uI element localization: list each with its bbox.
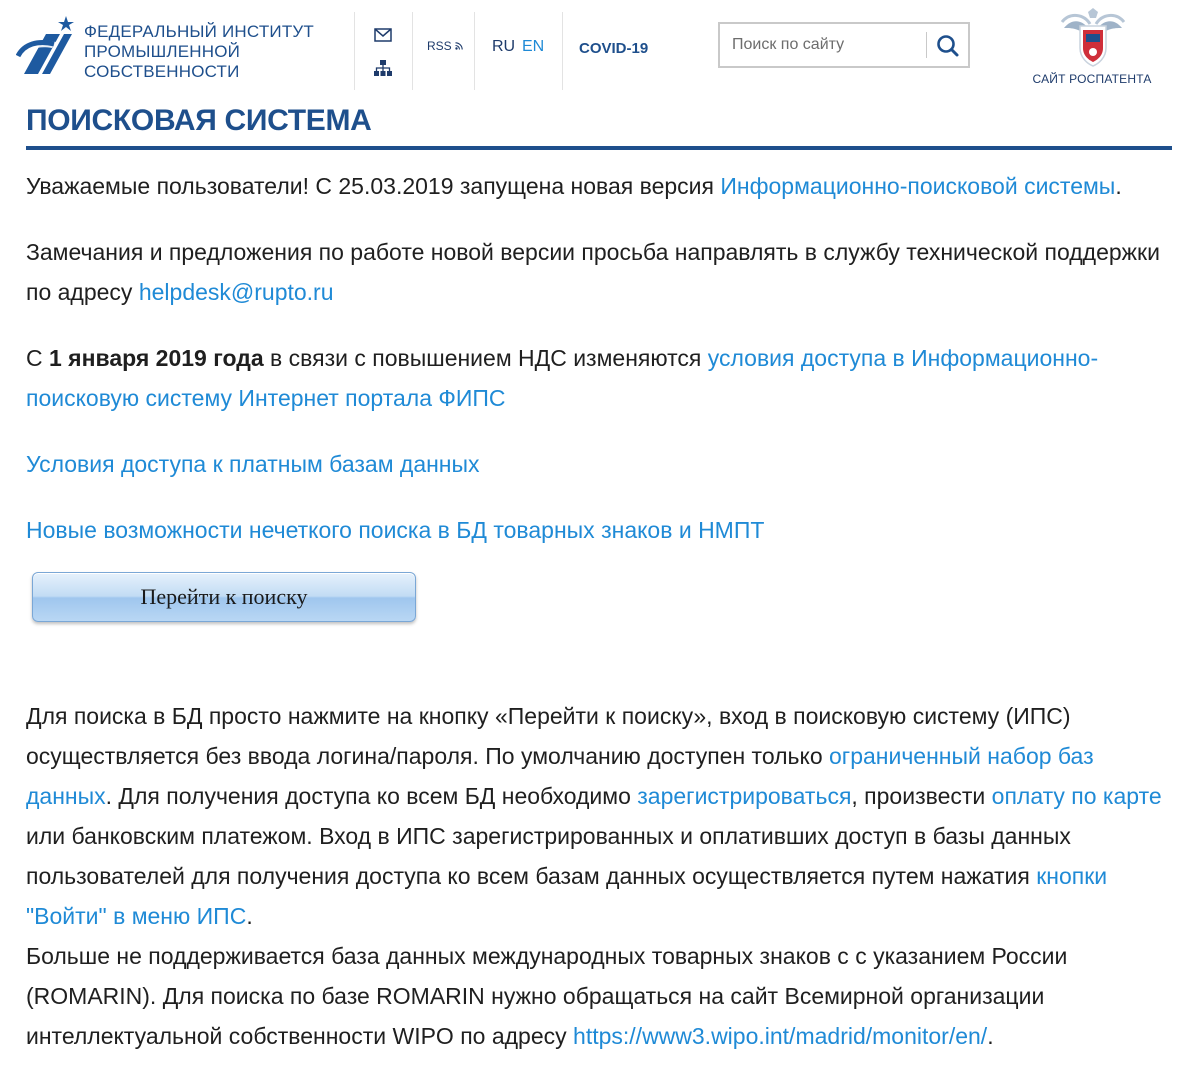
paid-db-paragraph bbox=[26, 444, 1176, 484]
header-divider bbox=[562, 12, 563, 90]
card-payment-link[interactable]: оплату по карте bbox=[991, 783, 1162, 809]
access-conditions-link[interactable]: условия доступа в Информационно-поисковую систему Интернет портала ФИПС bbox=[26, 345, 1099, 411]
lang-ru-link[interactable]: RU bbox=[492, 38, 516, 55]
sitemap-icon[interactable] bbox=[374, 60, 392, 76]
covid-link[interactable]: COVID-19 bbox=[579, 40, 649, 57]
text: в связи с повышением НДС изменяются bbox=[263, 345, 708, 371]
main-content bbox=[26, 166, 1176, 1056]
header-divider bbox=[474, 12, 475, 90]
text: Для поиска в БД просто нажмите на кнопку «Перейти к поиску», вход в поисковую систему (ИПС) осуществляется без ввода логина/пароля. По умолчанию доступен только bbox=[26, 703, 1071, 769]
wipo-link[interactable]: https://www3.wipo.int/madrid/monitor/en/ bbox=[573, 1023, 988, 1049]
org-name-line3: СОБСТВЕННОСТИ bbox=[84, 62, 240, 81]
ips-link[interactable]: Информационно-поисковой системы bbox=[720, 173, 1116, 199]
rss-link[interactable] bbox=[427, 39, 463, 53]
paid-db-conditions-link[interactable]: Условия доступа к платным базам данных bbox=[26, 451, 480, 477]
org-name-line1: ФЕДЕРАЛЬНЫЙ ИНСТИТУТ bbox=[84, 22, 314, 41]
rss-label: RSS bbox=[427, 39, 452, 53]
text: , произвести bbox=[851, 783, 992, 809]
search-instructions bbox=[26, 696, 1176, 936]
org-name[interactable] bbox=[84, 22, 344, 82]
rss-icon bbox=[455, 42, 463, 50]
title-underline bbox=[26, 146, 1172, 150]
go-to-search-button[interactable]: Перейти к поиску bbox=[32, 572, 416, 622]
fips-logo-icon[interactable] bbox=[16, 14, 76, 82]
limited-db-link[interactable]: ограниченный набор баз данных bbox=[26, 743, 1094, 809]
new-version-notice bbox=[26, 166, 1176, 206]
text: . bbox=[987, 1023, 994, 1049]
site-header bbox=[0, 0, 1200, 100]
vat-notice bbox=[26, 338, 1176, 418]
romarin-notice bbox=[26, 936, 1176, 1056]
mail-icon[interactable] bbox=[374, 28, 392, 42]
login-button-link[interactable]: кнопки "Войти" в меню ИПС bbox=[26, 863, 1108, 929]
rospatent-link[interactable]: САЙТ РОСПАТЕНТА bbox=[1032, 72, 1152, 86]
search-input[interactable] bbox=[720, 24, 932, 66]
text: . Для получения доступа ко всем БД необходимо bbox=[105, 783, 638, 809]
header-divider bbox=[354, 12, 355, 90]
helpdesk-email-link[interactable]: helpdesk@rupto.ru bbox=[138, 279, 334, 305]
text: С bbox=[26, 345, 49, 371]
vat-date: 1 января 2019 года bbox=[49, 345, 264, 371]
text: . bbox=[246, 903, 253, 929]
page-title: ПОИСКОВАЯ СИСТЕМА bbox=[26, 104, 372, 137]
fuzzy-search-link[interactable]: Новые возможности нечеткого поиска в БД товарных знаков и НМПТ bbox=[26, 517, 765, 543]
lang-en-link[interactable]: EN bbox=[522, 38, 545, 55]
site-search bbox=[718, 22, 970, 68]
fuzzy-search-paragraph bbox=[26, 510, 1176, 550]
text: Уважаемые пользователи! С 25.03.2019 запущена новая версия bbox=[26, 173, 721, 199]
org-name-line2: ПРОМЫШЛЕННОЙ bbox=[84, 42, 241, 61]
text: . bbox=[1115, 173, 1122, 199]
support-notice bbox=[26, 232, 1176, 312]
search-icon[interactable] bbox=[934, 32, 962, 60]
text: или банковским платежом. Вход в ИПС зарегистрированных и оплативших доступ в базы данных пользователей для получения доступа ко всем базам данных осуществляется путем нажатия bbox=[26, 823, 1071, 889]
go-search-wrapper bbox=[26, 550, 1176, 696]
search-divider bbox=[926, 32, 927, 58]
header-divider bbox=[412, 12, 413, 90]
rospatent-emblem-icon[interactable] bbox=[1058, 8, 1128, 70]
text: Больше не поддерживается база данных международных товарных знаков с с указанием России (ROMARIN). Для поиска по базе ROMARIN нужно обращаться на сайт Всемирной организации интеллектуальной собственности WIPO по адресу bbox=[26, 943, 1068, 1049]
register-link[interactable]: зарегистрироваться bbox=[637, 783, 852, 809]
text: Замечания и предложения по работе новой версии просьба направлять в службу технической поддержки по адресу bbox=[26, 239, 1160, 305]
